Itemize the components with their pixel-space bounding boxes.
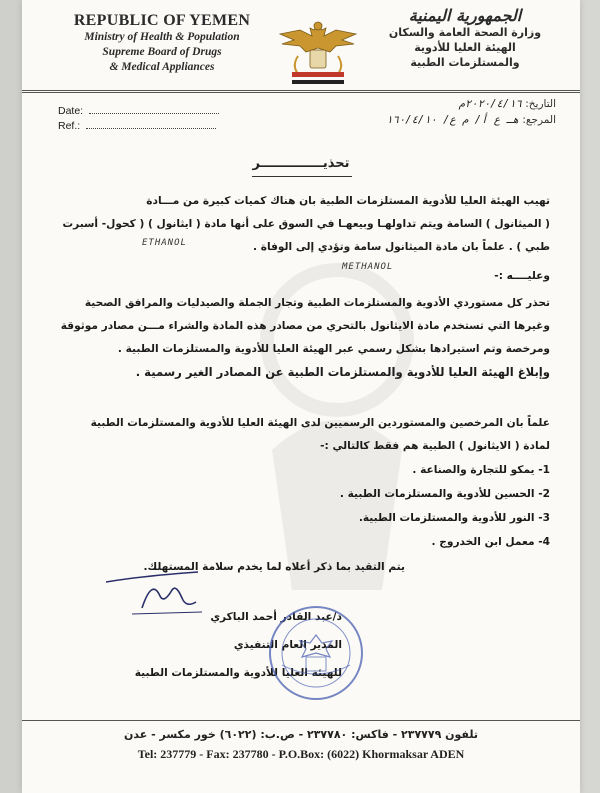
body-line: تحذر كل مستوردي الأدوية والمستلزمات الطبية وتجار الجملة والصيدليات والمرافق الصحية	[84, 297, 550, 309]
footer-contact-en: Tel: 237779 - Fax: 237780 - P.O.Box: (6022) Khormaksar ADEN	[137, 747, 465, 761]
date-ar-value: ٢٠٢٠/٤/١٦م	[458, 98, 522, 110]
licensee-list	[70, 458, 550, 554]
date-dotted-line	[89, 113, 219, 114]
meta-english	[58, 104, 219, 134]
footer-divider	[22, 720, 580, 721]
header-ministry-ar: وزارة الصحة العامة والسكان	[388, 26, 542, 39]
handwritten-ethanol: ETHANOL	[142, 238, 187, 248]
header-ministry-en: Ministry of Health & Population	[84, 31, 240, 43]
body-line: علماً بان المرخصين والمستوردين الرسميين لدى الهيئة العليا للأدوية والمستلزمات الطبية	[90, 417, 550, 429]
body-line: طبي ) . علماً بان مادة الميثانول سامة وتؤدي إلى الوفاة .	[253, 241, 550, 253]
header-board2-en: & Medical Appliances	[109, 61, 215, 73]
list-item: 2- الحسين للأدوية والمستلزمات الطبية .	[339, 488, 550, 500]
closing-statement: يتم التقيد بما ذكر أعلاه لما يخدم سلامة المستهلك.	[143, 561, 405, 573]
ref-ar-value: هـ ع أ/ م ع/ ١٦٠/٤/١٠	[386, 114, 520, 126]
header-board2-ar: والمستلزمات الطبية	[410, 56, 520, 69]
paragraph-instructions	[50, 292, 550, 384]
date-label: Date:	[58, 105, 84, 117]
meta-arabic	[386, 96, 556, 128]
signatory-title: المدير العام التنفيذي	[233, 639, 342, 651]
list-item: 3- النور للأدوية والمستلزمات الطبية.	[358, 512, 550, 524]
scan-margin-right	[580, 0, 600, 793]
paragraph-warning	[50, 190, 550, 288]
signatory-org: للهيئة العليا للأدوية والمستلزمات الطبية	[134, 667, 342, 679]
signatory-name: د/عبد القادر أحمد الباكري	[210, 611, 342, 623]
header-arabic	[380, 6, 550, 70]
scan-margin-left	[0, 0, 22, 793]
document-title: تحذيــــــــــــــر	[252, 156, 350, 171]
header-board-en: Supreme Board of Drugs	[102, 46, 222, 58]
official-stamp-icon	[262, 603, 370, 703]
ref-label: Ref.:	[58, 120, 81, 132]
letter-page	[22, 0, 580, 793]
header-country-en: REPUBLIC OF YEMEN	[73, 12, 251, 29]
body-line: وغيرها التي تستخدم مادة الايثانول بالتحري من مصادر هذه المادة والشراء مـــن مصادر موثوقة	[60, 320, 550, 332]
body-line: لمادة ( الايثانول ) الطبية هم فقط كالتالي :-	[320, 440, 550, 452]
list-item: 4- معمل ابن الخدروج .	[431, 536, 550, 548]
handwritten-methanol: METHANOL	[342, 262, 394, 272]
paragraph-licensees-intro	[50, 412, 550, 458]
footer-contact-ar: تلفون ٢٣٧٧٧٩ - فاكس: ٢٣٧٧٨٠ - ص.ب: (٦٠٢٢) خور مكسر - عدن	[124, 728, 478, 741]
header-english	[62, 12, 262, 75]
body-line: وإبلاغ الهيئة العليا للأدوية والمستلزمات الطبية عن المصادر الغير رسمية .	[135, 365, 550, 379]
header-country-ar: الجمهورية اليمنية	[408, 6, 522, 25]
date-ar-label: التاريخ:	[525, 98, 556, 110]
body-line: ومرخصة وتم استيرادها بشكل رسمي عبر الهيئة العليا للأدوية والمستلزمات الطبية .	[117, 343, 550, 355]
list-item: 1- يمكو للتجارة والصناعة .	[412, 464, 550, 476]
body-line: وعليــــه :-	[494, 270, 550, 282]
title-underline	[252, 176, 352, 177]
ref-dotted-line	[86, 128, 216, 129]
yemen-eagle-emblem-icon	[270, 16, 366, 88]
ref-ar-label: المرجع:	[522, 114, 556, 126]
header-divider	[22, 90, 580, 93]
header-board-ar: الهيئة العليا للأدوية	[414, 41, 516, 54]
body-line: تهيب الهيئة العليا للأدوية المستلزمات الطبية بان هناك كميات كبيرة من مـــادة	[146, 195, 550, 207]
body-line: ( الميثانول ) السامة ويتم تداولهـا وبيعهـا في السوق على أنها مادة ( ايثانول ) ( كحول- أسبرت	[62, 218, 550, 230]
